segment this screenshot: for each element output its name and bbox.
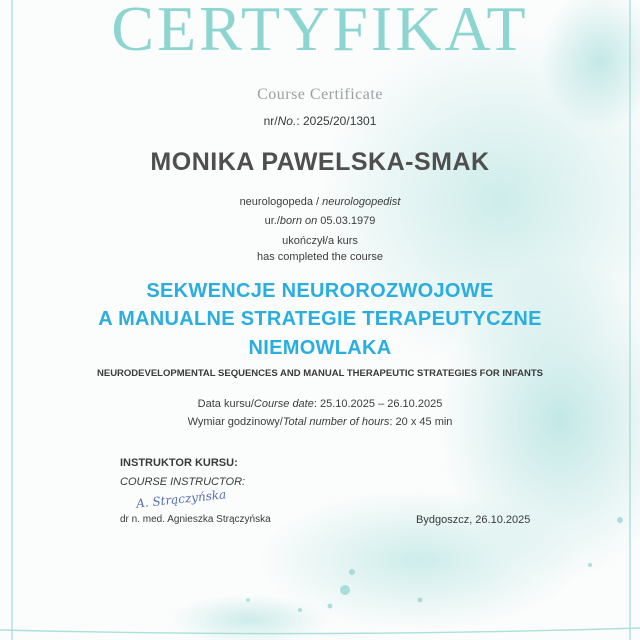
number-label-en: No.	[277, 114, 297, 128]
course-date-value: : 25.10.2025 – 26.10.2025	[313, 398, 443, 410]
instructor-name: dr n. med. Agnieszka Strączyńska	[120, 514, 271, 525]
hours-label-en: Total number of hours	[282, 416, 390, 428]
certificate-number	[0, 114, 640, 128]
place-and-date: Bydgoszcz, 26.10.2025	[416, 514, 531, 526]
certificate-title: CERTYFIKAT	[111, 0, 529, 64]
profession-pl: neurologopeda /	[239, 196, 323, 208]
birth-date	[0, 215, 640, 227]
instructor-signature: A. Strączyńska	[135, 487, 227, 511]
course-title-line-2: A MANUALNE STRATEGIE TERAPEUTYCZNE	[98, 308, 542, 330]
course-title-line-1: SEKWENCJE NEUROROZWOJOWE	[146, 280, 494, 302]
recipient-name: MONIKA PAWELSKA-SMAK	[150, 148, 490, 176]
profession	[0, 196, 640, 208]
course-date-label-en: Course date	[253, 398, 314, 410]
profession-en: neurologopedist	[322, 196, 401, 208]
course-title-line-3: NIEMOWLAKA	[248, 337, 392, 359]
course-hours	[0, 416, 640, 428]
instructor-label-pl: INSTRUKTOR KURSU:	[120, 457, 238, 469]
completed-en: has completed the course	[257, 251, 383, 263]
hours-value: : 20 x 45 min	[389, 416, 453, 428]
born-date-value: 05.03.1979	[317, 215, 376, 227]
number-value: : 2025/20/1301	[296, 114, 377, 128]
course-title-en: NEURODEVELOPMENTAL SEQUENCES AND MANUAL THERAPEUTIC STRATEGIES FOR INFANTS	[97, 368, 543, 379]
certificate-subtitle: Course Certificate	[257, 86, 383, 103]
course-date-label-pl: Data kursu/	[197, 398, 254, 410]
born-label-en: born on	[279, 215, 318, 227]
completed-pl: ukończył/a kurs	[282, 235, 358, 247]
number-label-pl: nr/	[263, 114, 278, 128]
born-label-pl: ur./	[264, 215, 280, 227]
instructor-label-en: COURSE INSTRUCTOR:	[120, 476, 246, 488]
hours-label-pl: Wymiar godzinowy/	[187, 416, 283, 428]
course-date	[0, 398, 640, 410]
